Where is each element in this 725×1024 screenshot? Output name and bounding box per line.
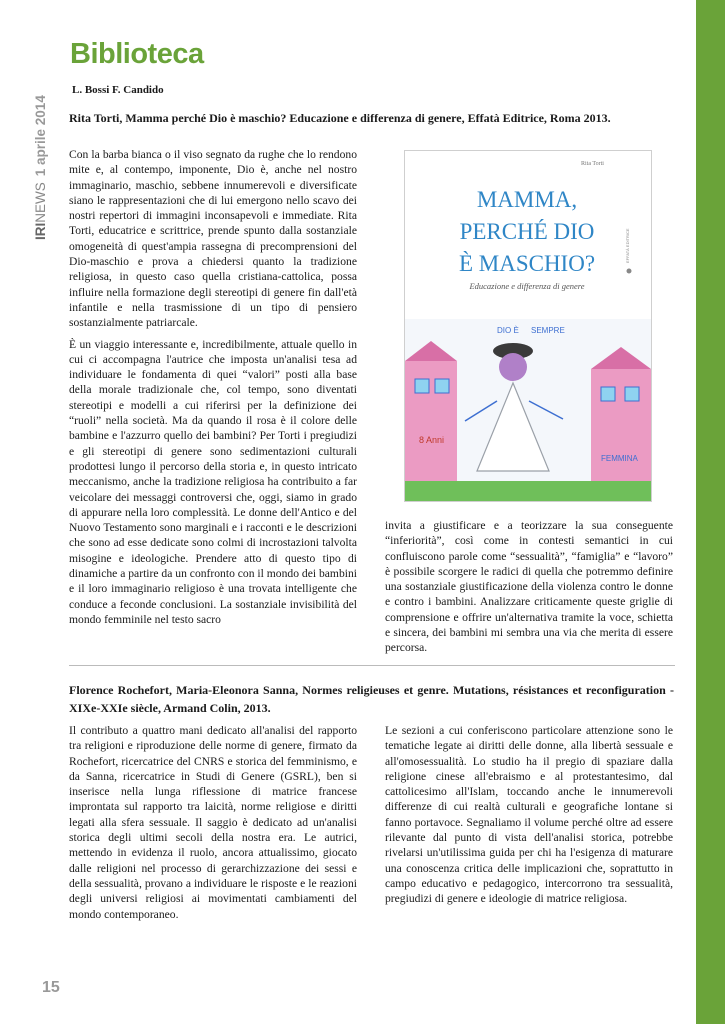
cover-author: Rita Torti	[581, 161, 604, 167]
drawing-window	[601, 387, 615, 401]
page-edge-bar	[696, 0, 725, 1024]
review1-column-right	[385, 518, 673, 662]
cover-title-line-2: PERCHÉ DIO	[459, 219, 595, 244]
review2-paragraph: Il contributo a quattro mani dedicato all'analisi del rapporto tra religioni e riproduzione delle norme di genere, firmato da Rochefort, ricercatrice del CNRS e storica del femminismo, e da Sanna, ricercatrice in Studi di Genere (GSRL), ben si inserisce nella lunga riflessione di matrice francese improntata sul rapporto tra laicità, norme religiose e diritti legati alla sfera sessuale. Il saggio è dedicato ad un'analisi storica degli ultimi secoli della nostra era. Le autrici, mettendo in evidenza il ruolo, ancora attualissimo, giocato dalle religioni nel processo di gerarchizzazione dei sessi e della sessualità, provano a individuare le risposte e le reazioni degli universi religiosi ai movimentati cambiamenti del mondo contemporaneo.	[69, 724, 357, 921]
drawing-text: 8 Anni	[419, 435, 445, 445]
drawing-text: SEMPRE	[531, 326, 565, 335]
issue-date: 1 aprile 2014	[33, 95, 48, 177]
book-cover-image	[404, 150, 652, 502]
section-title: Biblioteca	[70, 38, 204, 70]
review1-heading: Rita Torti, Mamma perché Dio è maschio? Educazione e differenza di genere, Effatà Editrice, Roma 2013.	[69, 111, 611, 125]
drawing-grass	[405, 481, 651, 501]
cover-subtitle: Educazione e differenza di genere	[469, 281, 585, 291]
newsletter-side-label	[33, 95, 48, 240]
drawing-window	[435, 379, 449, 393]
child-drawing-illustration	[405, 319, 651, 501]
section-divider	[69, 665, 675, 666]
drawing-window	[625, 387, 639, 401]
brand-news: NEWS	[33, 182, 48, 223]
page-number: 15	[42, 979, 60, 996]
drawing-text: FEMMINA	[601, 454, 638, 463]
publisher-logo-icon	[627, 269, 632, 274]
review2-column-right	[385, 723, 673, 913]
brand-iri: IRI	[33, 222, 48, 240]
cover-title-line-3: È MASCHIO?	[458, 251, 596, 276]
drawing-text: DIO È	[497, 326, 519, 335]
review1-continuation: invita a giustificare e a teorizzare la sua conseguente “inferiorità”, così come in contesti semantici in cui confluiscono parole come “sessualità”, “famiglia” e “lavoro” è possibile scorgere le radici di quella che potremmo definire una sostanziale giustificazione della violenza contro le donne e contro i bambini. Analizzare criticamente queste griglie di comprensione e offrire un'alternativa tramite la voce, schietta e sincera, dei bambini mi sembra una via che merita di essere percorsa.	[385, 519, 673, 655]
review1-paragraph: Con la barba bianca o il viso segnato da rughe che lo rendono mite e, al contempo, imponente, Dio è, anche nel nostro immaginario, maschio, sebbene innumerevoli e diversificate siano le rappresentazioni che di lui emergono nello scavo dei nostri repertori di immagini inconsapevoli e immediate. Rita Torti, educatrice e scrittrice, prende spunto dalla sostanziale omogeneità di quest'ampia rassegna di precomprensioni del Dio-maschio e prova a chiedersi quanto la tradizione religiosa, in questo caso quella cristiana-cattolica, possa influire nella formazione degli stereotipi di genere fin dall'età infantile e nella trasmissione di un tipo di pensiero sostanzialmente patriarcale.	[69, 148, 357, 330]
drawing-face	[499, 353, 527, 381]
cover-title-line-1: MAMMA,	[476, 187, 578, 212]
drawing-window	[415, 379, 429, 393]
book-cover-art	[405, 151, 651, 501]
review2-column-left	[69, 723, 357, 928]
review2-heading: Florence Rochefort, Maria-Eleonora Sanna, Normes religieuses et genre. Mutations, résistances et reconfiguration - XIXe-XXIe siècle, Armand Colin, 2013.	[69, 683, 674, 715]
review2-paragraph: Le sezioni a cui conferiscono particolare attenzione sono le tematiche legate ai diritti delle donne, alla libertà sessuale e all'omosessualità. Lo studio ha il pregio di spaziare dalla religione cinese all'ebraismo e al protestantesimo, dal cattolicesimo all'Islam, toccando anche le innumerevoli differenze di cui realtà culturali e geografiche lontane si fanno portavoce. Segnaliamo il volume perché oltre ad essere rilevante dal punto di vista dell'analisi storica, potrebbe rivelarsi un'utilissima guida per chi ha l'esigenza di maturare una conoscenza critica delle implicazioni che, soprattutto in campo educativo e pedagogico, intercorrono tra sessualità, pregiudizi di genere e ideologie di matrice religiosa.	[385, 724, 673, 906]
review1-paragraph: È un viaggio interessante e, incredibilmente, attuale quello in cui ci accompagna l'autrice che imposta un'analisi tesa ad individuare le fondamenta di quei “valori” posti alla base della morale tradizionale che, col tempo, sono diventati stereotipi e modelli a cui riferirsi per la definizione dei “ruoli” nella società. Ma da quando il rosa è il colore delle bambine e l'azzurro quello dei bambini? Per Torti i pregiudizi e gli stereotipi di genere sono sedimentazioni culturali prodottesi lungo il percorso della storia e, in questo intricato meccanismo, anche la tradizione religiosa ha contribuito a far veicolare dei messaggi controversi che, oggi, siamo in grado di appurare nella loro complessità. Le donne dell'Antico e del Nuovo Testamento sono marginali e i racconti e le descrizioni che sono ad esse dedicate sono colmi di incrostazioni talvolta misogine e ideologiche. Prendere atto di questo tipo di dinamiche a partire da un confronto con il mondo dei bambini e il loro immaginario religioso è una trovata intelligente che conduce a feconde conclusioni. La sostanziale invisibilità del mondo femminile nel testo sacro	[69, 337, 357, 626]
review1-column-left	[69, 147, 357, 633]
article-author: L. Bossi F. Candido	[72, 84, 164, 96]
cover-spine-text: EFFATÀ EDITRICE	[625, 228, 630, 263]
